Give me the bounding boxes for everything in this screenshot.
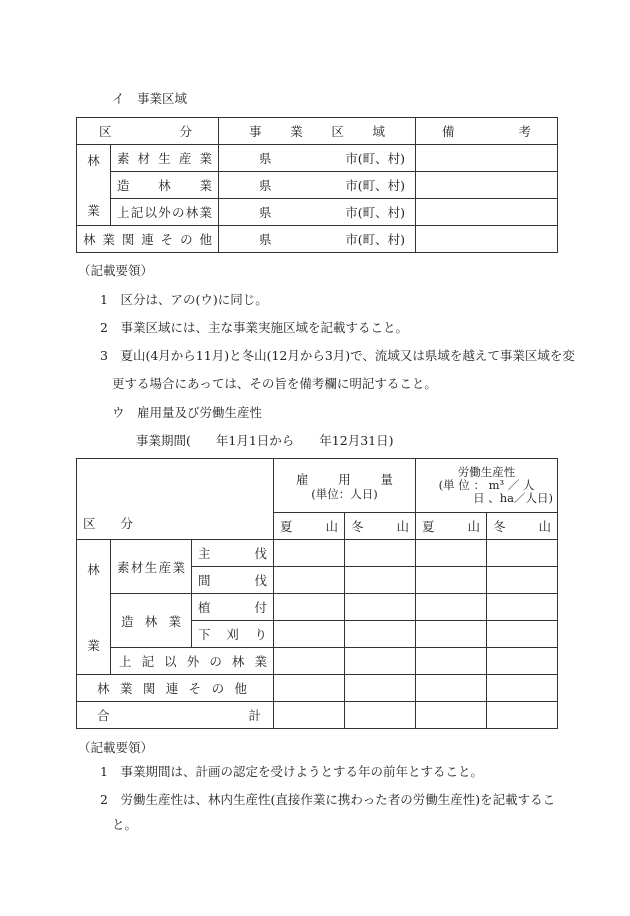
pref-label: 県	[259, 232, 272, 247]
input-cell[interactable]	[416, 648, 487, 675]
productivity-unit-cont: 日 、ha／人日)	[473, 491, 554, 505]
input-cell[interactable]	[487, 675, 558, 702]
label-kanbatsu: 間伐	[198, 573, 268, 588]
notes-heading: （記載要領）	[78, 740, 154, 755]
group-label-rin: 林	[87, 562, 100, 577]
header-kubun: 区分	[99, 124, 193, 139]
note-item: 2 事業区域には、主な事業実施区域を記載すること。	[100, 320, 408, 335]
header-remarks: 備考	[442, 124, 532, 139]
label-shubatsu: 主伐	[198, 546, 268, 561]
input-cell[interactable]	[416, 702, 487, 729]
label-uetsuke: 植付	[198, 600, 268, 615]
pref-label: 県	[259, 178, 272, 193]
employment-unit: (単位：人日)	[311, 487, 378, 501]
section-title-jigyo-kuiki: イ 事業区域	[112, 91, 188, 106]
input-cell[interactable]	[274, 621, 345, 648]
header-summer-productivity: 夏山	[422, 519, 481, 534]
note-item: 3 夏山(4月から11月)と冬山(12月から3月)で、流域又は県域を越えて事業区域を変	[100, 348, 575, 363]
row-label: 林業関連その他	[83, 232, 213, 247]
label-other-forestry: 上記以外の林業	[119, 654, 268, 669]
productivity-unit: (単 位 ： m³ ／ 人	[438, 478, 535, 492]
label-sozai: 素材生産業	[117, 559, 185, 575]
input-cell[interactable]	[416, 567, 487, 594]
note-item-continued: と。	[112, 817, 138, 832]
business-area-table	[76, 117, 558, 253]
input-cell[interactable]	[416, 594, 487, 621]
input-cell[interactable]	[274, 702, 345, 729]
input-cell[interactable]	[274, 540, 345, 567]
remarks-cell[interactable]	[416, 172, 558, 199]
header-winter-employment: 冬山	[351, 519, 410, 534]
group-label-gyo: 業	[87, 203, 100, 218]
note-item: 1 区分は、アの(ウ)に同じ。	[100, 292, 268, 307]
input-cell[interactable]	[487, 594, 558, 621]
input-cell[interactable]	[416, 621, 487, 648]
input-cell[interactable]	[345, 567, 416, 594]
label-shitakari: 下刈り	[198, 627, 268, 642]
input-cell[interactable]	[274, 675, 345, 702]
group-label-gyo: 業	[87, 638, 100, 653]
pref-label: 県	[259, 205, 272, 220]
label-total: 合計	[97, 708, 262, 723]
input-cell[interactable]	[345, 621, 416, 648]
pref-label: 県	[259, 151, 272, 166]
header-area: 事業区域	[249, 124, 386, 139]
note-item: 2 労働生産性は、林内生産性(直接作業に携わった者の労働生産性)を記載するこ	[100, 792, 556, 807]
remarks-cell[interactable]	[416, 145, 558, 172]
input-cell[interactable]	[487, 621, 558, 648]
input-cell[interactable]	[345, 702, 416, 729]
header-summer-employment: 夏山	[280, 519, 339, 534]
header-productivity: 労働生産性	[457, 465, 516, 479]
input-cell[interactable]	[274, 567, 345, 594]
header-winter-productivity: 冬山	[493, 519, 552, 534]
notes-heading: （記載要領）	[78, 263, 154, 278]
input-cell[interactable]	[487, 567, 558, 594]
header-kubun: 区 分	[83, 516, 134, 531]
label-zorin: 造林業	[121, 613, 181, 629]
input-cell[interactable]	[487, 648, 558, 675]
input-cell[interactable]	[345, 648, 416, 675]
input-cell[interactable]	[487, 540, 558, 567]
city-label: 市(町、村)	[345, 205, 406, 220]
remarks-cell[interactable]	[416, 226, 558, 253]
input-cell[interactable]	[345, 675, 416, 702]
note-item-continued: 更する場合にあっては、その旨を備考欄に明記すること。	[112, 376, 437, 391]
note-item: 1 事業期間は、計画の認定を受けようとする年の前年とすること。	[100, 764, 483, 779]
input-cell[interactable]	[487, 702, 558, 729]
row-label: 造林業	[117, 178, 213, 193]
city-label: 市(町、村)	[345, 151, 406, 166]
row-label: 素材生産業	[117, 151, 213, 166]
label-related: 林業関連その他	[97, 681, 248, 696]
group-label-rin: 林	[87, 153, 100, 168]
city-label: 市(町、村)	[345, 232, 406, 247]
city-label: 市(町、村)	[345, 178, 406, 193]
input-cell[interactable]	[416, 540, 487, 567]
section-title-employment: ウ 雇用量及び労働生産性	[112, 405, 263, 420]
business-period: 事業期間( 年1月1日から 年12月31日)	[136, 433, 394, 448]
input-cell[interactable]	[416, 675, 487, 702]
header-employment: 雇用量	[296, 472, 394, 487]
input-cell[interactable]	[274, 648, 345, 675]
input-cell[interactable]	[345, 540, 416, 567]
input-cell[interactable]	[345, 594, 416, 621]
remarks-cell[interactable]	[416, 199, 558, 226]
input-cell[interactable]	[274, 594, 345, 621]
row-label: 上記以外の林業	[117, 205, 213, 220]
employment-productivity-table	[76, 458, 558, 729]
